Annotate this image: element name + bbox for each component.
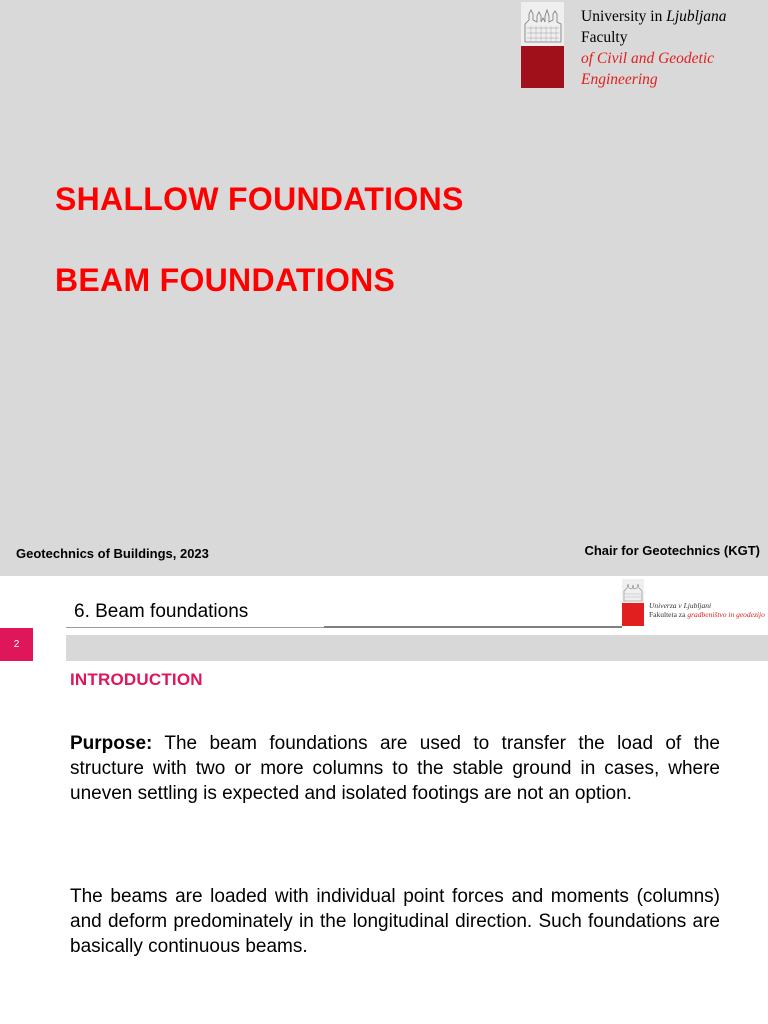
content-slide — [0, 576, 768, 1024]
slide-heading: 6. Beam foundations — [74, 601, 249, 622]
page-number-badge: 2 — [0, 628, 33, 661]
university-name — [581, 6, 766, 90]
faculty-line2: Engineering — [581, 71, 658, 88]
purpose-paragraph — [70, 731, 720, 806]
purpose-label: Purpose: — [70, 733, 153, 754]
heading-divider-thick — [324, 626, 622, 628]
purpose-text: The beam foundations are used to transfer the load of the structure with two or more columns to the stable ground in cases, where uneven settling is expected and isolated footings are not an option. — [70, 733, 720, 804]
university-line2: Faculty — [581, 29, 628, 46]
beams-paragraph: The beams are loaded with individual point forces and moments (columns) and deform predominately in the longitudinal direction. Such foundations are basically continuous beams. — [70, 886, 720, 957]
slide-title-line1: SHALLOW FOUNDATIONS — [55, 181, 464, 217]
footer-course: Geotechnics of Buildings, 2023 — [16, 546, 209, 561]
slide-title-line2: BEAM FOUNDATIONS — [55, 262, 396, 298]
building-icon — [521, 2, 564, 46]
logo-text-line2-italic: gradbeništvo in geodezijo — [687, 610, 765, 619]
section-heading: INTRODUCTION — [70, 670, 203, 689]
faculty-logo-small — [622, 579, 644, 626]
header-bar — [66, 635, 768, 661]
logo-text-line1: Univerza v Ljubljani — [649, 601, 712, 610]
logo-text-line2-prefix: Fakulteta za — [649, 610, 686, 619]
faculty-line1: of Civil and Geodetic — [581, 50, 715, 67]
university-logo — [521, 2, 564, 88]
building-icon-small — [622, 579, 644, 603]
university-line1: University in — [581, 8, 663, 25]
university-city: Ljubljana — [666, 8, 727, 25]
footer-chair: Chair for Geotechnics (KGT) — [584, 543, 760, 558]
heading-divider — [66, 627, 324, 628]
faculty-logo-text — [649, 601, 765, 619]
